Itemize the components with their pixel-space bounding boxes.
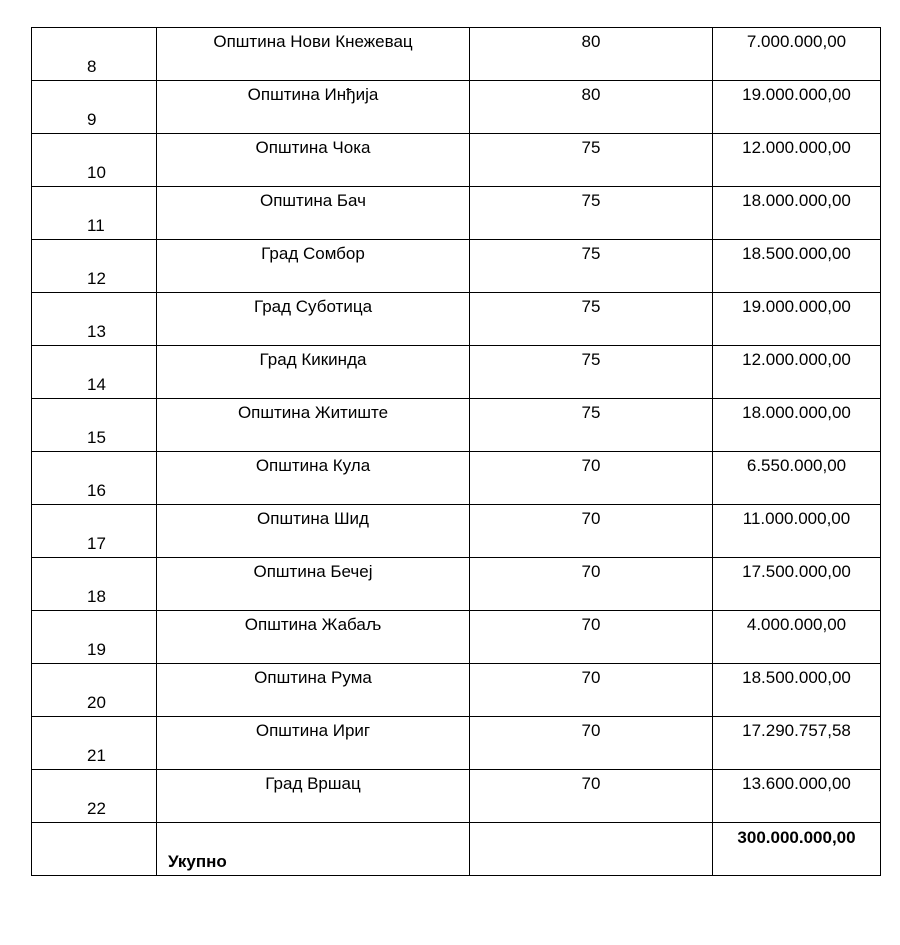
municipality-name: Општина Житиште: [237, 403, 389, 422]
num-cell: [32, 81, 157, 134]
amount-cell: [713, 399, 881, 452]
municipality-name: Општина Бечеј: [253, 562, 373, 581]
row-points: 75: [581, 138, 601, 157]
row-number: 18: [87, 587, 106, 606]
row-points: 75: [581, 350, 601, 369]
points-cell: [470, 452, 713, 505]
points-cell: [470, 81, 713, 134]
points-cell: [470, 28, 713, 81]
table-row: [32, 664, 881, 717]
row-amount: 18.500.000,00: [742, 244, 851, 263]
amount-cell: [713, 558, 881, 611]
amount-cell: [713, 240, 881, 293]
amount-cell: [713, 134, 881, 187]
row-number: 22: [87, 799, 106, 818]
points-cell: [470, 611, 713, 664]
row-amount: 19.000.000,00: [742, 85, 851, 104]
row-amount: 13.600.000,00: [742, 774, 851, 793]
row-points: 70: [581, 668, 601, 687]
municipality-name: Општина Рума: [254, 668, 372, 687]
num-cell: [32, 346, 157, 399]
row-amount: 18.000.000,00: [742, 403, 851, 422]
municipality-name: Општина Ириг: [255, 721, 371, 740]
row-amount: 6.550.000,00: [746, 456, 847, 475]
municipality-name: Град Кикинда: [259, 350, 367, 369]
row-number: 20: [87, 693, 106, 712]
points-cell: [470, 240, 713, 293]
row-points: 75: [581, 403, 601, 422]
table-row: [32, 28, 881, 81]
amount-cell: [713, 187, 881, 240]
municipality-name: Град Вршац: [265, 774, 361, 793]
municipality-name: Град Суботица: [253, 297, 373, 316]
name-cell: [157, 240, 470, 293]
points-cell: [470, 717, 713, 770]
row-points: 70: [581, 774, 601, 793]
name-cell: [157, 187, 470, 240]
num-cell: [32, 505, 157, 558]
table-row: [32, 81, 881, 134]
row-amount: 18.000.000,00: [742, 191, 851, 210]
points-cell: [470, 187, 713, 240]
num-cell: [32, 664, 157, 717]
name-cell: [157, 558, 470, 611]
row-number: 8: [87, 57, 97, 76]
total-label: Укупно: [168, 852, 227, 871]
num-cell: [32, 187, 157, 240]
amount-cell: [713, 611, 881, 664]
points-cell: [470, 505, 713, 558]
row-number: 16: [87, 481, 106, 500]
table-row: [32, 187, 881, 240]
row-number: 17: [87, 534, 106, 553]
name-cell: [157, 664, 470, 717]
name-cell: [157, 505, 470, 558]
name-cell: [157, 611, 470, 664]
num-cell: [32, 717, 157, 770]
amount-cell: [713, 717, 881, 770]
row-amount: 12.000.000,00: [742, 138, 851, 157]
row-amount: 18.500.000,00: [742, 668, 851, 687]
row-points: 75: [581, 191, 601, 210]
table-row: [32, 717, 881, 770]
table-row: [32, 558, 881, 611]
amount-cell: [713, 81, 881, 134]
total-label-cell: [157, 823, 470, 876]
municipality-name: Општина Нови Кнежевац: [213, 32, 413, 51]
table-row: [32, 770, 881, 823]
total-row: [32, 823, 881, 876]
row-points: 80: [581, 32, 601, 51]
num-cell: [32, 611, 157, 664]
num-cell: [32, 770, 157, 823]
table-row: [32, 134, 881, 187]
points-cell: [470, 664, 713, 717]
table-row: [32, 452, 881, 505]
total-amount: 300.000.000,00: [737, 828, 856, 847]
row-number: 15: [87, 428, 106, 447]
amount-cell: [713, 770, 881, 823]
num-cell: [32, 558, 157, 611]
row-number: 10: [87, 163, 106, 182]
amount-cell: [713, 664, 881, 717]
num-cell: [32, 134, 157, 187]
points-cell: [470, 770, 713, 823]
row-number: 9: [87, 110, 97, 129]
points-cell: [470, 293, 713, 346]
row-number: 19: [87, 640, 106, 659]
table-row: [32, 346, 881, 399]
amount-cell: [713, 28, 881, 81]
row-number: 11: [87, 216, 105, 235]
name-cell: [157, 452, 470, 505]
row-points: 75: [581, 297, 601, 316]
row-number: 14: [87, 375, 106, 394]
row-number: 12: [87, 269, 106, 288]
municipality-name: Општина Кула: [255, 456, 371, 475]
total-num-cell: [32, 823, 157, 876]
num-cell: [32, 28, 157, 81]
name-cell: [157, 28, 470, 81]
name-cell: [157, 399, 470, 452]
row-amount: 4.000.000,00: [746, 615, 847, 634]
table-row: [32, 611, 881, 664]
total-amount-cell: [713, 823, 881, 876]
row-points: 70: [581, 562, 601, 581]
municipality-name: Општина Инђија: [247, 85, 379, 104]
total-points-cell: [470, 823, 713, 876]
points-cell: [470, 558, 713, 611]
amount-cell: [713, 505, 881, 558]
table-row: [32, 505, 881, 558]
points-cell: [470, 134, 713, 187]
table-row: [32, 240, 881, 293]
municipality-name: Општина Жабаљ: [244, 615, 382, 634]
row-amount: 7.000.000,00: [746, 32, 847, 51]
points-cell: [470, 346, 713, 399]
row-points: 70: [581, 615, 601, 634]
table-body: [32, 28, 881, 876]
name-cell: [157, 346, 470, 399]
row-points: 70: [581, 721, 601, 740]
row-number: 13: [87, 322, 106, 341]
municipality-name: Општина Бач: [259, 191, 366, 210]
table-row: [32, 399, 881, 452]
num-cell: [32, 399, 157, 452]
amount-cell: [713, 452, 881, 505]
row-points: 70: [581, 456, 601, 475]
municipality-name: Град Сомбор: [261, 244, 365, 263]
allocation-table: [31, 27, 881, 876]
num-cell: [32, 452, 157, 505]
name-cell: [157, 770, 470, 823]
name-cell: [157, 81, 470, 134]
municipality-name: Општина Чока: [255, 138, 371, 157]
num-cell: [32, 293, 157, 346]
table-row: [32, 293, 881, 346]
num-cell: [32, 240, 157, 293]
row-amount: 17.290.757,58: [742, 721, 851, 740]
row-amount: 12.000.000,00: [742, 350, 851, 369]
row-amount: 19.000.000,00: [742, 297, 851, 316]
row-amount: 17.500.000,00: [742, 562, 851, 581]
row-points: 70: [581, 509, 601, 528]
row-amount: 11.000.000,00: [742, 509, 851, 528]
amount-cell: [713, 293, 881, 346]
name-cell: [157, 134, 470, 187]
amount-cell: [713, 346, 881, 399]
municipality-name: Општина Шид: [257, 509, 369, 528]
name-cell: [157, 717, 470, 770]
points-cell: [470, 399, 713, 452]
row-points: 75: [581, 244, 601, 263]
name-cell: [157, 293, 470, 346]
row-points: 80: [581, 85, 601, 104]
row-number: 21: [87, 746, 106, 765]
